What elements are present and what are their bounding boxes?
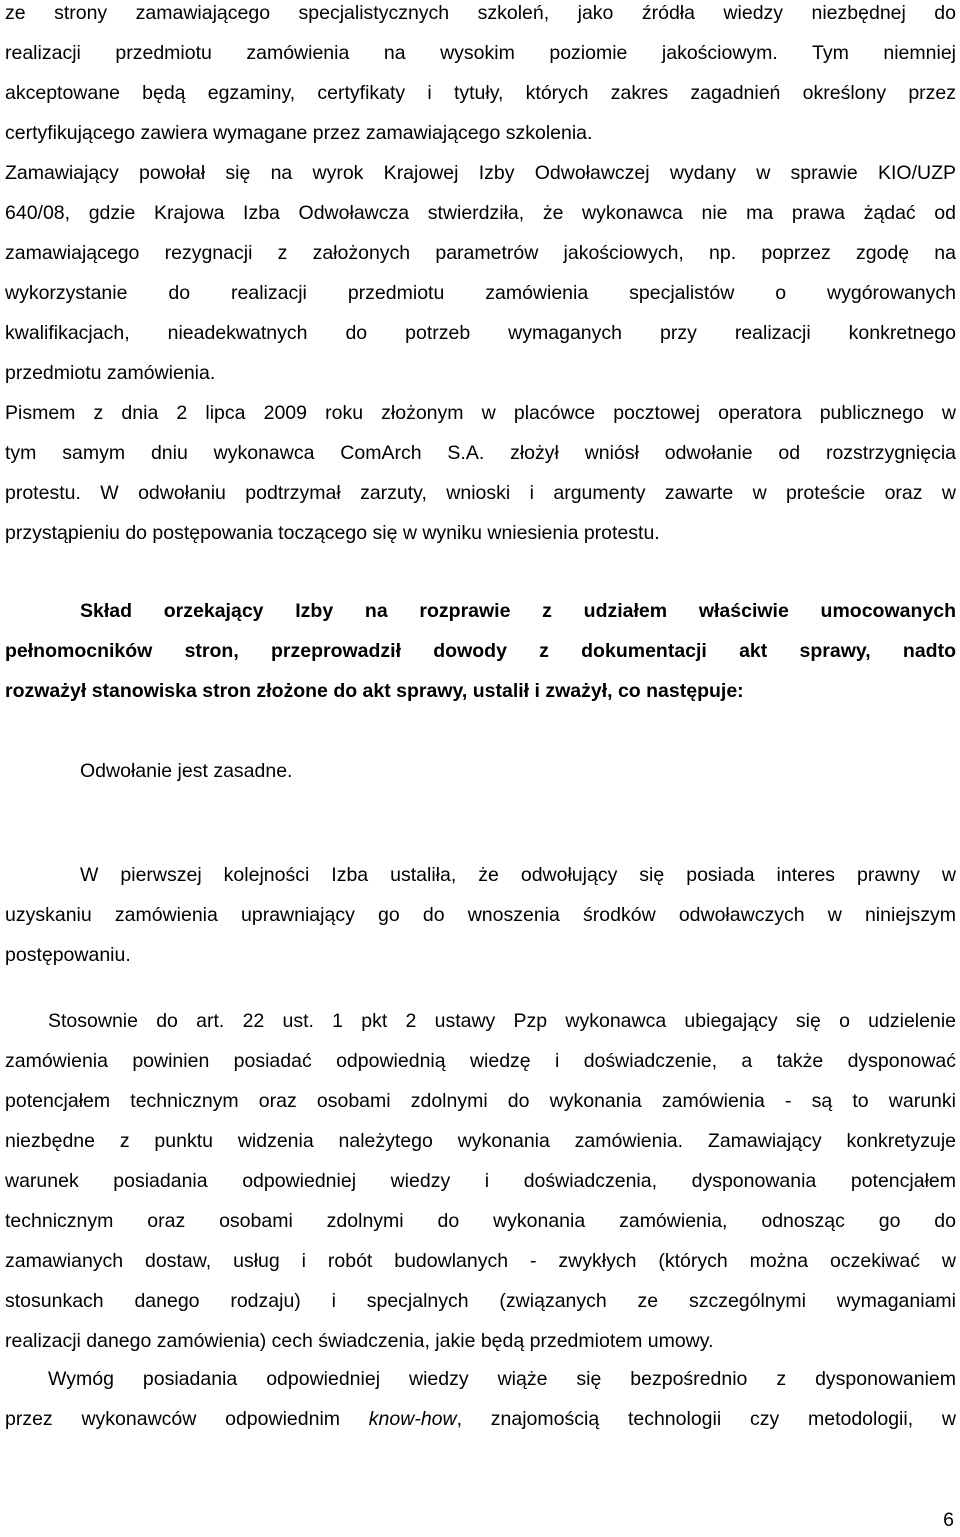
page-number: 6: [943, 1509, 954, 1531]
paragraph-7-line: warunek posiadania odpowiedniej wiedzy i doświadczenia, dysponowania potencjałem: [5, 1170, 956, 1192]
paragraph-7-line: Stosownie do art. 22 ust. 1 pkt 2 ustawy Pzp wykonawca ubiegający się o udzielenie: [48, 1010, 956, 1032]
paragraph-3-line: przystąpieniu do postępowania toczącego się w wyniku wniesienia protestu.: [5, 522, 660, 544]
paragraph-7-line: stosunkach danego rodzaju) i specjalnych (związanych ze szczególnymi wymaganiami: [5, 1290, 956, 1312]
paragraph-3-line: Pismem z dnia 2 lipca 2009 roku złożonym w placówce pocztowej operatora publicznego w: [5, 402, 956, 424]
paragraph-1-line: ze strony zamawiającego specjalistycznych szkoleń, jako źródła wiedzy niezbędnej do: [5, 2, 956, 24]
paragraph-3-line: protestu. W odwołaniu podtrzymał zarzuty, wnioski i argumenty zawarte w proteście oraz w: [5, 482, 956, 504]
paragraph-7-line: zamawianych dostaw, usług i robót budowlanych - zwykłych (których można oczekiwać w: [5, 1250, 956, 1272]
verdict-line: Odwołanie jest zasadne.: [80, 760, 293, 782]
paragraph-6-line: W pierwszej kolejności Izba ustaliła, że odwołujący się posiada interes prawny w: [80, 864, 956, 886]
paragraph-8-line: [5, 1399, 956, 1439]
paragraph-7-line: technicznym oraz osobami zdolnymi do wykonania zamówienia, odnosząc go do: [5, 1210, 956, 1232]
paragraph-8-text: , znajomością technologii czy metodologii, w: [456, 1408, 956, 1430]
paragraph-6-line: postępowaniu.: [5, 944, 131, 966]
paragraph-2-line: przedmiotu zamówienia.: [5, 362, 216, 384]
bold-heading-line: rozważył stanowiska stron złożone do akt sprawy, ustalił i zważył, co następuje:: [5, 680, 744, 702]
paragraph-7-line: niezbędne z punktu widzenia należytego wykonania zamówienia. Zamawiający konkretyzuje: [5, 1130, 956, 1152]
paragraph-8-line: Wymóg posiadania odpowiedniej wiedzy wiąże się bezpośrednio z dysponowaniem: [48, 1368, 956, 1390]
bold-heading-line: pełnomocników stron, przeprowadził dowody z dokumentacji akt sprawy, nadto: [5, 640, 956, 662]
paragraph-7-line: realizacji danego zamówienia) cech świadczenia, jakie będą przedmiotem umowy.: [5, 1330, 714, 1352]
paragraph-2-line: zamawiającego rezygnacji z założonych parametrów jakościowych, np. poprzez zgodę na: [5, 242, 956, 264]
paragraph-2-line: wykorzystanie do realizacji przedmiotu zamówienia specjalistów o wygórowanych: [5, 282, 956, 304]
paragraph-6-line: uzyskaniu zamówienia uprawniający go do wnoszenia środków odwoławczych w niniejszym: [5, 904, 956, 926]
paragraph-7-line: potencjałem technicznym oraz osobami zdolnymi do wykonania zamówienia - są to warunki: [5, 1090, 956, 1112]
paragraph-8-text: przez wykonawców odpowiednim: [5, 1408, 369, 1430]
paragraph-1-line: realizacji przedmiotu zamówienia na wysokim poziomie jakościowym. Tym niemniej: [5, 42, 956, 64]
paragraph-3-line: tym samym dniu wykonawca ComArch S.A. złożył wniósł odwołanie od rozstrzygnięcia: [5, 442, 956, 464]
paragraph-2-line: 640/08, gdzie Krajowa Izba Odwoławcza stwierdziła, że wykonawca nie ma prawa żądać od: [5, 202, 956, 224]
italic-term: know-how: [368, 1408, 457, 1430]
paragraph-2-line: Zamawiający powołał się na wyrok Krajowej Izby Odwoławczej wydany w sprawie KIO/UZP: [5, 162, 956, 184]
paragraph-7-line: zamówienia powinien posiadać odpowiednią wiedzę i doświadczenie, a także dysponować: [5, 1050, 956, 1072]
paragraph-1-line: certyfikującego zawiera wymagane przez zamawiającego szkolenia.: [5, 122, 593, 144]
paragraph-2-line: kwalifikacjach, nieadekwatnych do potrzeb wymaganych przy realizacji konkretnego: [5, 322, 956, 344]
paragraph-1-line: akceptowane będą egzaminy, certyfikaty i tytuły, których zakres zagadnień określony przez: [5, 82, 956, 104]
bold-heading-line: Skład orzekający Izby na rozprawie z udziałem właściwie umocowanych: [80, 600, 956, 622]
